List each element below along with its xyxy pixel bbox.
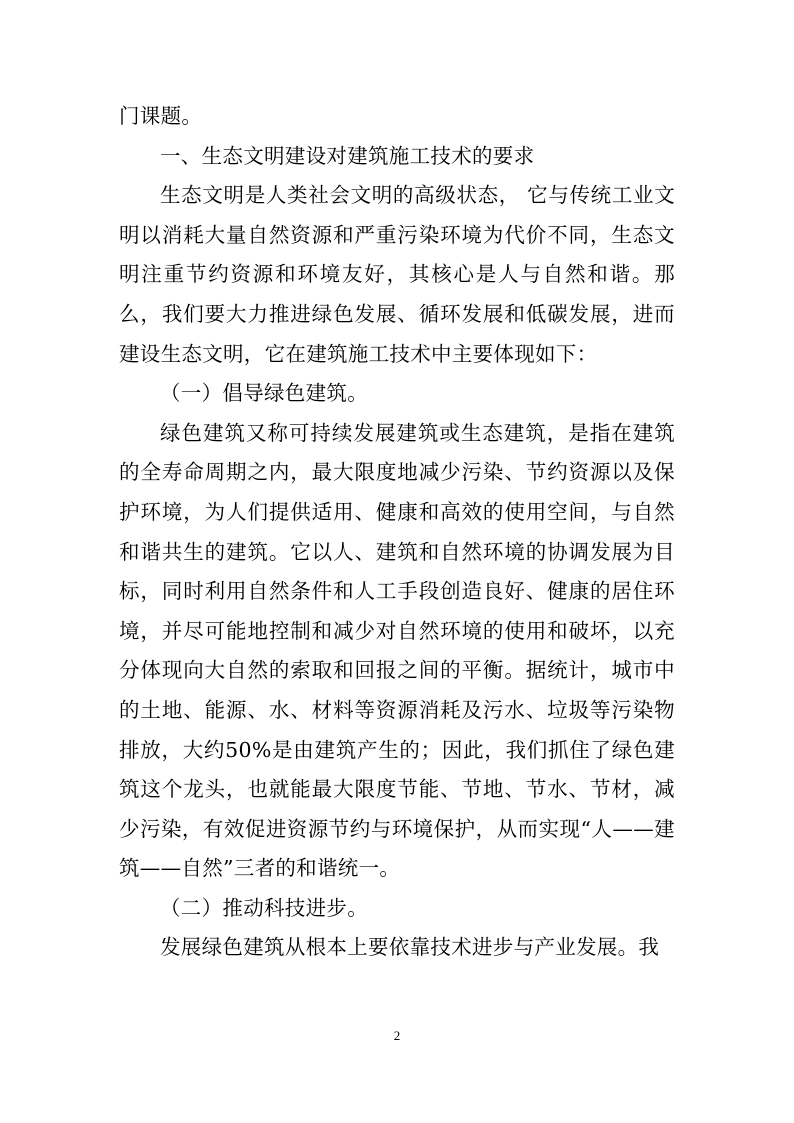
section-heading: 一、生态文明建设对建筑施工技术的要求	[160, 143, 535, 168]
subheading-tech-progress: （二）推动科技进步。	[160, 895, 368, 920]
subheading-green-building: （一）倡导绿色建筑。	[160, 381, 368, 406]
paragraph-ecological-civilization: 生态文明是人类社会文明的高级状态， 它与传统工业文明以消耗大量自然资源和严重污染环境为代价不同，生态文明注重节约资源和环境友好，其核心是人与自然和谐。那么，我们要大力推进绿色发展、循环发展和低碳发展，进而建设生态文明，它在建筑施工技术中主要体现如下：	[119, 183, 675, 366]
body-text	[119, 97, 675, 968]
paragraph-tech-progress: 发展绿色建筑从根本上要依靠技术进步与产业发展。我	[160, 935, 660, 960]
paragraph-continuation: 门课题。	[119, 104, 203, 128]
paragraph-green-building: 绿色建筑又称可持续发展建筑或生态建筑，是指在建筑的全寿命周期之内，最大限度地减少污染、节约资源以及保护环境，为人们提供适用、健康和高效的使用空间，与自然和谐共生的建筑。它以人、建筑和自然环境的协调发展为目标，同时利用自然条件和人工手段创造良好、健康的居住环境，并尽可能地控制和减少对自然环境的使用和破坏，以充分体现向大自然的索取和回报之间的平衡。据统计，城市中的土地、能源、水、材料等资源消耗及污水、垃圾等污染物排放，大约50%是由建筑产生的；因此，我们抓住了绿色建筑这个龙头，也就能最大限度节能、节地、节水、节材，减少污染，有效促进资源节约与环境保护，从而实现“人——建筑——自然”三者的和谐统一。	[119, 420, 675, 881]
page-number: 2	[393, 1028, 401, 1043]
